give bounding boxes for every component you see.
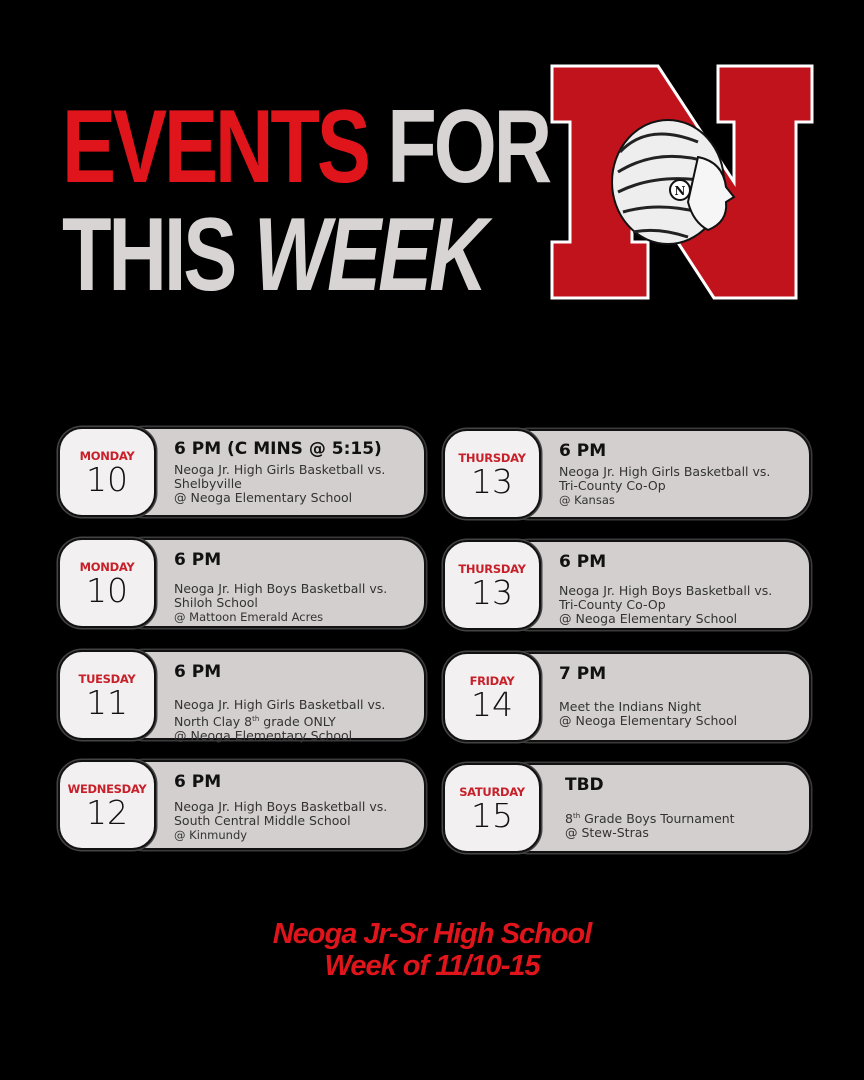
event-day: WEDNESDAY [67,782,147,796]
event-time: 6 PM [174,772,222,792]
event-time: 7 PM [559,664,607,684]
event-desc: Neoga Jr. High Boys Basketball vs. [174,581,388,596]
event-location: @ Mattoon Emerald Acres [174,610,324,624]
event-day: THURSDAY [458,562,526,576]
event-opponent: Tri-County Co-Op [559,597,666,612]
event-card-thursday-boys [443,540,811,630]
indian-chief-head-icon [612,120,734,244]
event-card-monday-girls [58,427,426,517]
event-desc: Neoga Jr. High Girls Basketball vs. [174,462,386,477]
event-day: FRIDAY [469,674,515,688]
event-card-tuesday [58,650,426,744]
school-logo-n-icon [548,62,816,302]
event-card-wednesday [58,760,426,850]
event-location: @ Neoga Elementary School [174,728,353,744]
event-time: 6 PM [174,550,222,570]
svg-text:N: N [674,184,686,198]
event-card-thursday-girls [443,429,811,519]
event-location: @ Neoga Elementary School [559,713,738,728]
event-date: 11 [86,683,128,722]
week-range: Week of 11/10-15 [324,950,540,982]
event-time: 6 PM [174,662,222,682]
title-week: WEEK [253,197,485,313]
date-badge [443,652,541,742]
event-date: 13 [471,462,513,501]
event-time: 6 PM [559,441,607,461]
event-desc: 8th Grade Boys Tournament [565,811,735,827]
event-card-friday [443,652,811,742]
event-desc: Neoga Jr. High Boys Basketball vs. [559,583,773,598]
date-badge [443,540,541,630]
title-line-2 [62,197,549,313]
event-opponent: North Clay 8th grade ONLY [174,714,336,730]
title-for: FOR [387,89,550,205]
event-location: @ Kansas [559,493,615,507]
date-badge [443,763,541,853]
event-date: 14 [471,685,513,724]
date-badge [58,760,156,850]
event-location: @ Stew-Stras [565,825,649,841]
event-day: SATURDAY [459,785,525,799]
event-time: TBD [565,775,604,795]
school-name: Neoga Jr-Sr High School [272,918,592,950]
event-date: 12 [86,793,128,832]
date-badge [58,650,156,740]
event-time: 6 PM [559,552,607,572]
event-card-saturday [443,763,811,853]
event-date: 13 [471,573,513,612]
event-date: 15 [471,796,513,835]
date-badge [58,427,156,517]
title-this: THIS [62,197,235,313]
event-location: @ Neoga Elementary School [559,611,738,626]
event-opponent: Shelbyville [174,476,242,491]
event-opponent: Tri-County Co-Op [559,478,666,493]
date-badge [58,538,156,628]
title-line-1 [62,89,550,205]
event-opponent: South Central Middle School [174,813,351,828]
event-desc: Neoga Jr. High Boys Basketball vs. [174,799,388,814]
event-location: @ Neoga Elementary School [174,490,353,505]
event-desc: Neoga Jr. High Girls Basketball vs. [174,697,386,712]
event-opponent: Shiloh School [174,595,258,610]
event-desc: Neoga Jr. High Girls Basketball vs. [559,464,771,479]
event-card-monday-boys [58,538,426,628]
event-desc: Meet the Indians Night [559,699,702,714]
event-day: MONDAY [79,560,135,574]
title-events: EVENTS [62,89,368,205]
date-badge [443,429,541,519]
event-day: MONDAY [79,449,135,463]
event-location: @ Kinmundy [174,828,248,842]
footer-caption [0,918,864,982]
event-day: TUESDAY [78,672,136,686]
event-time: 6 PM (C MINS @ 5:15) [174,439,382,459]
event-date: 10 [86,571,128,610]
event-day: THURSDAY [458,451,526,465]
event-date: 10 [86,460,128,499]
